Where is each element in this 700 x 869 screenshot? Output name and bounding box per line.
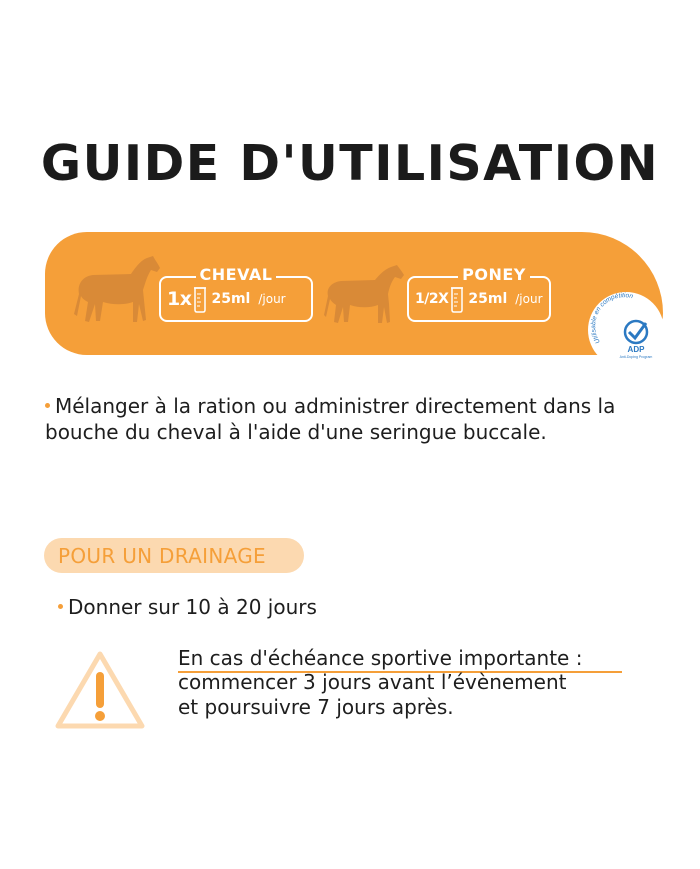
warning-triangle-icon xyxy=(54,650,146,732)
warning-line-2: et poursuivre 7 jours après. xyxy=(178,695,454,719)
warning-body xyxy=(178,670,566,720)
poney-volume: 25ml xyxy=(468,291,508,307)
cheval-multiplier: 1x xyxy=(167,288,192,310)
bullet-dot xyxy=(45,403,50,408)
measuring-cup-icon xyxy=(193,285,207,313)
cheval-volume: 25ml xyxy=(211,291,251,307)
adp-arc-text: Utilisable en compétition xyxy=(590,292,634,345)
bullet-dot xyxy=(58,604,63,609)
warning-line-1: commencer 3 jours avant l’évènement xyxy=(178,670,567,694)
dosage-banner xyxy=(45,232,663,355)
poney-multiplier: 1/2X xyxy=(415,291,449,307)
measuring-cup-icon xyxy=(450,285,464,313)
poney-label: PONEY xyxy=(458,265,530,284)
adp-logo-text: ADP xyxy=(627,345,645,354)
horse-icon xyxy=(73,254,161,328)
warning-title: En cas d'échéance sportive importante : xyxy=(178,646,583,670)
poney-per-day: /jour xyxy=(515,292,543,306)
section-item: Donner sur 10 à 20 jours xyxy=(58,594,317,620)
instruction-text: Mélanger à la ration ou administrer directement dans la bouche du cheval à l'aide d'une seringue buccale. xyxy=(45,394,616,444)
adp-subtitle: Anti-Doping Program xyxy=(619,355,653,359)
dose-box-poney xyxy=(407,265,551,322)
section-title: POUR UN DRAINAGE xyxy=(58,544,266,568)
cheval-label: CHEVAL xyxy=(196,265,277,284)
cheval-per-day: /jour xyxy=(258,292,286,306)
adp-badge-icon xyxy=(586,290,666,370)
page-title: GUIDE D'UTILISATION xyxy=(40,135,660,192)
section-pill xyxy=(44,538,304,573)
pony-icon xyxy=(323,262,405,328)
dose-box-cheval xyxy=(159,265,313,322)
